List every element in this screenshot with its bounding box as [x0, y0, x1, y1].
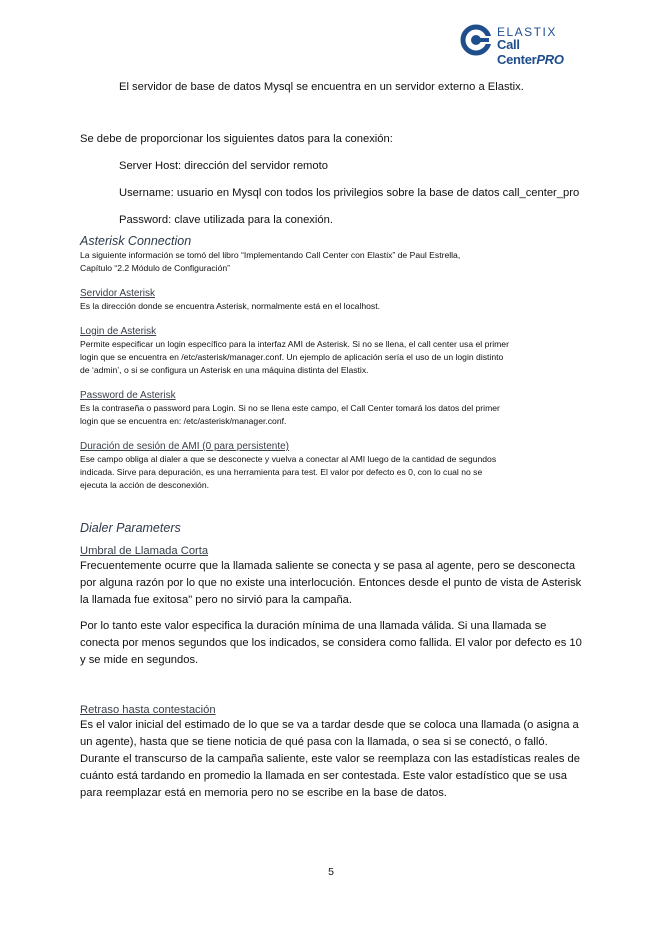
- paragraph-line: para reemplazar está en memoria pero no se escribe en la base de datos.: [80, 787, 447, 799]
- paragraph-line: por alguna razón por lo que no existe una interlocución. Entonces desde el punto de vista de Asterisk: [80, 577, 582, 589]
- paragraph-line: Es el valor inicial del estimado de lo que se va a tardar desde que se coloca una llamada (o asigna a: [80, 719, 579, 731]
- page-number: 5: [328, 866, 334, 878]
- asterisk-field: [80, 287, 585, 313]
- asterisk-field: [80, 440, 585, 492]
- field-description-line: login que se encuentra en /etc/asterisk/manager.conf. Un ejemplo de aplicación sería el uso de un login distinto: [80, 352, 504, 362]
- logo-brand-text: ELASTIX: [497, 25, 557, 39]
- dialer-parameters-heading: Dialer Parameters: [80, 521, 181, 535]
- field-title: Duración de sesión de AMI (0 para persistente): [80, 441, 289, 452]
- retraso-title: Retraso hasta contestación: [80, 704, 216, 716]
- paragraph-line: la llamada fue exitosa" pero no sirvió para la campaña.: [80, 594, 353, 606]
- password-text: Password: clave utilizada para la conexión.: [119, 214, 333, 226]
- field-description-line: Permite especificar un login específico para la interfaz AMI de Asterisk. Si no se llena, el call center usa el primer: [80, 339, 509, 349]
- asterisk-field: [80, 389, 585, 428]
- paragraph-line: Frecuentemente ocurre que la llamada saliente se conecta y se pasa al agente, pero se desconecta: [80, 560, 576, 572]
- elastix-logo: [460, 24, 585, 67]
- asterisk-source-line: Capítulo “2.2 Módulo de Configuración”: [80, 263, 231, 273]
- elastix-logo-icon: [460, 24, 492, 56]
- umbral-title: Umbral de Llamada Corta: [80, 545, 209, 557]
- mysql-external-text: El servidor de base de datos Mysql se encuentra en un servidor externo a Elastix.: [119, 81, 524, 93]
- server-host-text: Server Host: dirección del servidor remoto: [119, 160, 328, 172]
- paragraph-line: Durante el transcurso de la campaña saliente, este valor se reemplaza con las estadísticas reales de: [80, 753, 580, 765]
- asterisk-field: [80, 325, 585, 377]
- field-title: Password de Asterisk: [80, 390, 176, 401]
- field-description-line: indicada. Sirve para depuración, es una herramienta para test. El valor por defecto es 0, con lo cual no se: [80, 467, 483, 477]
- field-description-line: ejecuta la acción de desconexión.: [80, 480, 209, 490]
- logo-product-text: Call CenterPRO: [497, 37, 564, 67]
- field-description-line: de ‘admin’, o si se configura un Asterisk en una máquina distinta del Elastix.: [80, 365, 369, 375]
- field-description-line: Ese campo obliga al dialer a que se desconecte y vuelva a conectar al AMI luego de la cantidad de segundos: [80, 454, 497, 464]
- paragraph-line: Por lo tanto este valor especifica la duración mínima de una llamada válida. Si una llamada se: [80, 620, 547, 632]
- field-title: Login de Asterisk: [80, 326, 157, 337]
- field-description-line: login que se encuentra en: /etc/asterisk/manager.conf.: [80, 416, 287, 426]
- dialer-section-retraso: [80, 703, 585, 802]
- field-title: Servidor Asterisk: [80, 288, 156, 299]
- field-description-line: Es la dirección donde se encuentra Asterisk, normalmente está en el localhost.: [80, 301, 380, 311]
- paragraph-line: y se mide en segundos.: [80, 654, 199, 666]
- field-description-line: Es la contraseña o password para Login. Si no se llena este campo, el Call Center tomará los datos del primer: [80, 403, 500, 413]
- paragraph-line: cuánto está tardando en promedio la llamada en ser contestada. Este valor estadístico que se usa: [80, 770, 567, 782]
- username-text: Username: usuario en Mysql con todos los privilegios sobre la base de datos call_center_pro: [119, 187, 580, 199]
- document-body: [80, 79, 585, 802]
- asterisk-source-line: La siguiente información se tomó del libro “Implementando Call Center con Elastix” de Paul Estrella,: [80, 250, 461, 260]
- connection-intro-text: Se debe de proporcionar los siguientes datos para la conexión:: [80, 133, 393, 145]
- dialer-section-umbral: [80, 544, 585, 669]
- paragraph-line: un agente), hasta que se tiene noticia de qué pasa con la llamada, o sea si se conectó, o falló.: [80, 736, 548, 748]
- asterisk-connection-heading: Asterisk Connection: [80, 234, 192, 248]
- paragraph-line: conecta por menos segundos que los indicados, se considera como fallida. El valor por defecto es 10: [80, 637, 582, 649]
